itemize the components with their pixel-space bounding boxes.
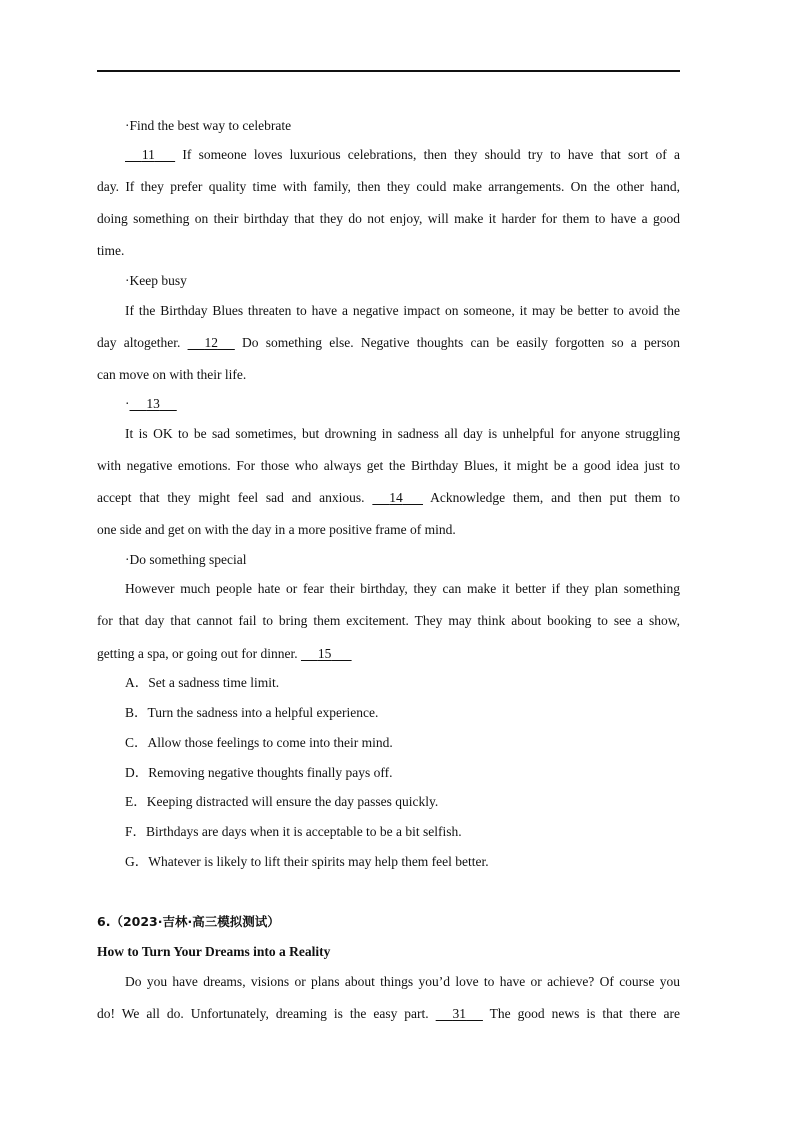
blank-13[interactable]: 13 (146, 396, 160, 411)
blank-12[interactable]: 12 (204, 335, 218, 350)
paragraph-line: 11 If someone loves luxurious celebrations, then they should try to have that sort of a (125, 146, 680, 164)
option-c: C．Allow those feelings to come into their mind. (125, 735, 393, 750)
passage-title: How to Turn Your Dreams into a Reality (97, 944, 331, 959)
blank-15[interactable]: 15 (317, 646, 332, 661)
header-rule (97, 70, 680, 72)
question-number-label: 6.（2023·吉林·高三模拟测试） (97, 914, 280, 929)
blank-31[interactable]: 31 (452, 1006, 467, 1021)
option-b: B．Turn the sadness into a helpful experience. (125, 705, 379, 720)
paragraph-line: It is OK to be sad sometimes, but drowning in sadness all day is unhelpful for anyone struggling (125, 426, 680, 441)
paragraph-line: for that day that cannot fail to bring them excitement. They may think about booking to see a show, (97, 613, 680, 628)
blank-14[interactable]: 14 (389, 490, 403, 505)
heading-blank-13: · 13 (125, 395, 680, 413)
heading-find-best-way: ·Find the best way to celebrate (125, 118, 292, 133)
option-f: F．Birthdays are days when it is acceptable to be a bit selfish. (125, 824, 462, 839)
paragraph-line: Do you have dreams, visions or plans about things you’d love to have or achieve? Of course you (125, 974, 680, 989)
paragraph-line: can move on with their life. (97, 367, 247, 382)
paragraph-line: do! We all do. Unfortunately, dreaming is the easy part. 31 The good news is that there are (97, 1006, 680, 1021)
paragraph-line: accept that they might feel sad and anxious. 14 Acknowledge them, and then put them to (97, 490, 681, 505)
paragraph-line: one side and get on with the day in a more positive frame of mind. (97, 522, 456, 537)
paragraph-line: time. (97, 243, 125, 258)
paragraph-line: If the Birthday Blues threaten to have a negative impact on someone, it may be better to avoid the (125, 303, 680, 318)
paragraph-line: doing something on their birthday that they do not enjoy, will make it harder for them to have a good (97, 211, 680, 226)
option-a: A．Set a sadness time limit. (125, 675, 280, 690)
paragraph-line: with negative emotions. For those who always get the Birthday Blues, it might be a good idea just to (97, 458, 680, 473)
blank-11[interactable]: 11 (141, 147, 155, 162)
heading-keep-busy: ·Keep busy (125, 273, 187, 288)
option-g: G．Whatever is likely to lift their spirits may help them feel better. (125, 854, 489, 869)
paragraph-line: getting a spa, or going out for dinner. 15 (97, 645, 680, 663)
paragraph-line: day. If they prefer quality time with family, then they could make arrangements. On the other hand, (97, 179, 680, 194)
option-e: E．Keeping distracted will ensure the day passes quickly. (125, 794, 439, 809)
option-d: D．Removing negative thoughts finally pays off. (125, 765, 393, 780)
heading-do-something-special: ·Do something special (125, 552, 247, 567)
paragraph-line: day altogether. 12 Do something else. Negative thoughts can be easily forgotten so a person (97, 335, 681, 350)
paragraph-line: However much people hate or fear their birthday, they can make it better if they plan something (125, 581, 680, 596)
